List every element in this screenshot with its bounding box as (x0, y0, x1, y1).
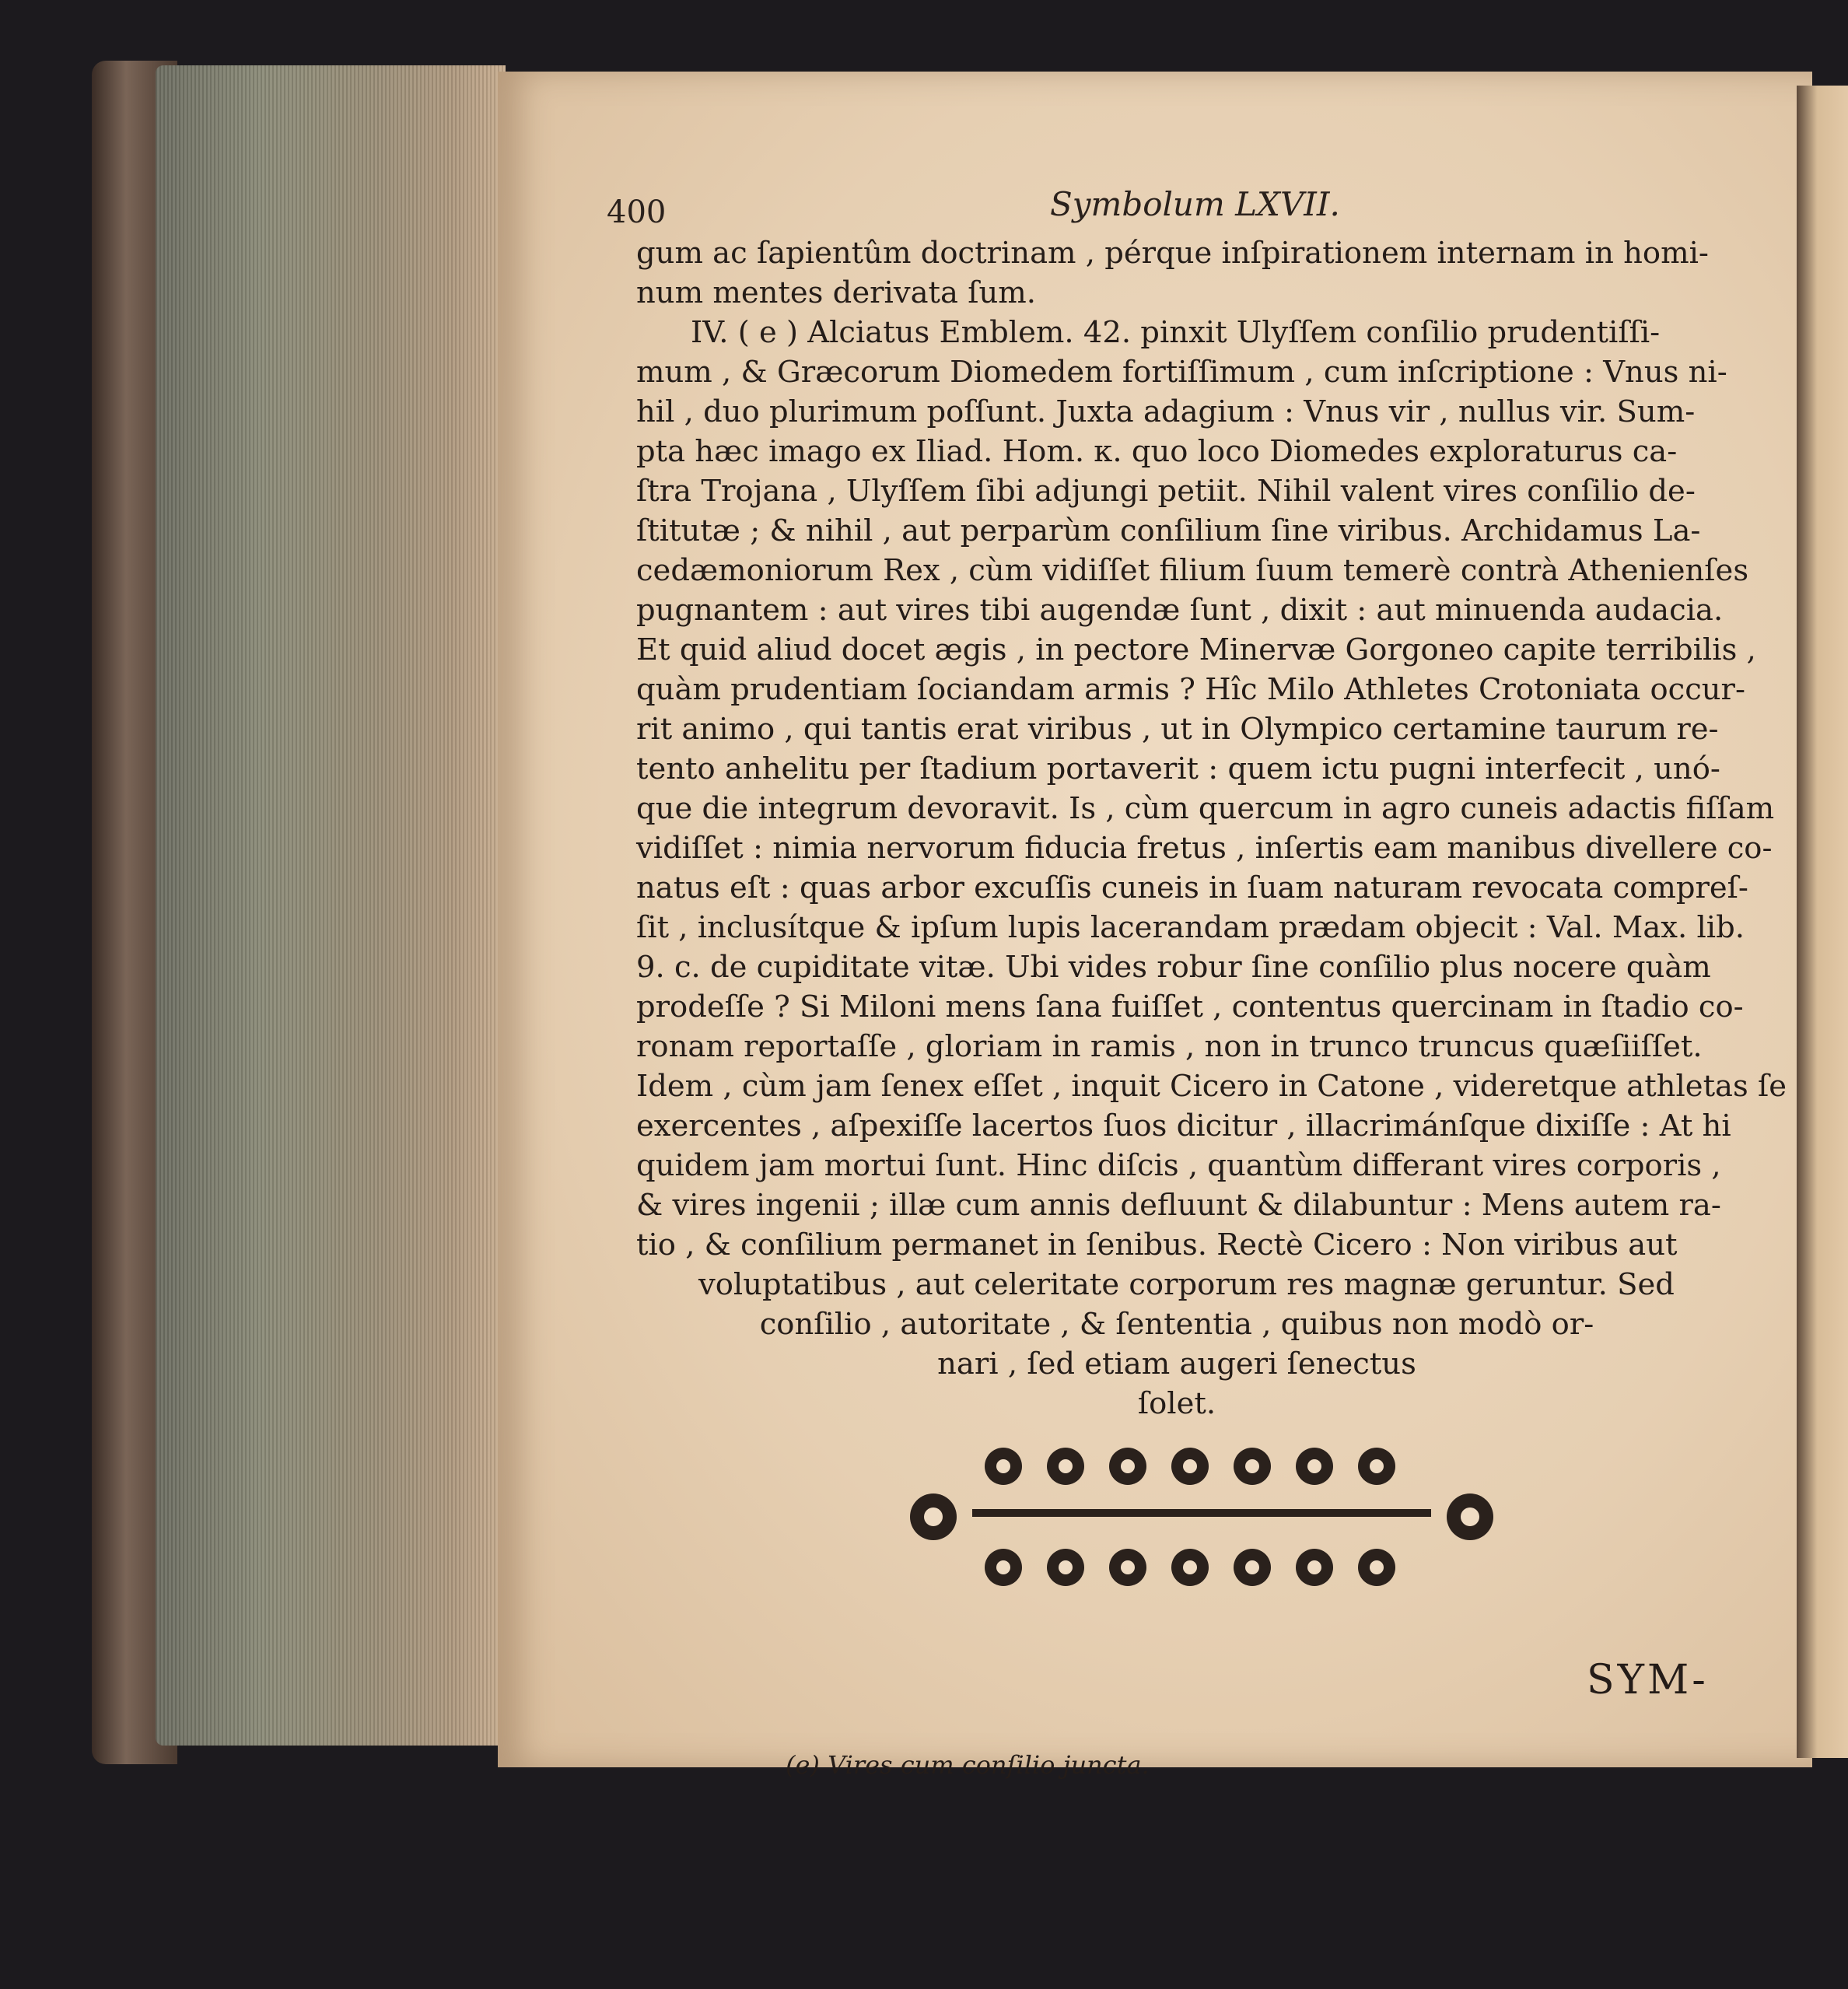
text-line: voluptatibus , aut celeritate corporum res magnæ geruntur. Sed (698, 1267, 1675, 1302)
text-line: ſolet. (1137, 1386, 1216, 1421)
page-edges (156, 65, 506, 1746)
text-line: ſtra Trojana , Ulyſſem ſibi adjungi petiit. Nihil valent vires conſilio de- (636, 474, 1696, 509)
text-line: Idem , cùm jam ſenex eſſet , inquit Cicero in Catone , videretque athletas ſe (636, 1069, 1787, 1104)
text-line: pta hæc imago ex Iliad. Hom. κ. quo loco Diomedes exploraturus ca- (636, 434, 1678, 469)
text-line: gum ac ſapientûm doctrinam , pérque inſpirationem internam in homi- (636, 236, 1709, 271)
text-line: cedæmoniorum Rex , cùm vidiſſet filium ſuum temerè contrà Athenienſes (636, 553, 1749, 588)
text-line: hil , duo plurimum poſſunt. Juxta adagium : Vnus vir , nullus vir. Sum- (636, 394, 1696, 429)
text-line: vidiſſet : nimia nervorum fiducia fretus , inſertis eam manibus divellere co- (636, 831, 1773, 866)
text-line: tio , & conſilium permanet in ſenibus. Rectè Cicero : Non viribus aut (636, 1227, 1678, 1262)
running-head: Symbolum LXVII. (1050, 185, 1340, 223)
text-line: mum , & Græcorum Diomedem fortiſſimum , cum inſcriptione : Vnus ni- (636, 355, 1727, 390)
footnote: (e) Vires cum conſilio juncta. (786, 1750, 1150, 1780)
text-line: tento anhelitu per ſtadium portaverit : quem ictu pugni interfecit , unó- (636, 751, 1720, 786)
text-line: rit animo , qui tantis erat viribus , ut in Olympico certamine taurum re- (636, 712, 1719, 747)
catchword: SYM- (1587, 1657, 1709, 1704)
text-line: quidem jam mortui ſunt. Hinc diſcis , quantùm differant vires corporis , (636, 1148, 1721, 1183)
text-line: num mentes derivata ſum. (636, 275, 1036, 310)
text-line: IV. ( e ) Alciatus Emblem. 42. pinxit Ulyſſem conſilio prudentiſſi- (691, 315, 1661, 350)
text-line: ſit , inclusítque & ipſum lupis lacerandam prædam objecit : Val. Max. lib. (636, 910, 1745, 945)
text-line: ſtitutæ ; & nihil , aut perparùm conſilium ſine viribus. Archidamus La- (636, 513, 1701, 548)
text-line: 9. c. de cupiditate vitæ. Ubi vides robur ſine conſilio plus nocere quàm (636, 950, 1711, 985)
text-line: que die integrum devoravit. Is , cùm quercum in agro cuneis adactis fiſſam (636, 791, 1775, 826)
floral-ornament (902, 1439, 1501, 1602)
text-line: quàm prudentiam ſociandam armis ? Hîc Milo Athletes Crotoniata occur- (636, 672, 1745, 707)
text-line: conſilio , autoritate , & ſententia , quibus non modò or- (759, 1307, 1594, 1342)
text-line: & vires ingenii ; illæ cum annis defluunt & dilabuntur : Mens autem ra- (636, 1188, 1721, 1223)
text-line: ronam reportaſſe , gloriam in ramis , non in trunco truncus quæſiiſſet. (636, 1029, 1703, 1064)
text-line: pugnantem : aut vires tibi augendæ ſunt , dixit : aut minuenda audacia. (636, 593, 1724, 628)
text-line: prodeſſe ? Si Miloni mens ſana fuiſſet , contentus quercinam in ſtadio co- (636, 989, 1744, 1024)
text-line: natus eſt : quas arbor excuſſis cuneis in ſuam naturam revocata compreſ- (636, 870, 1748, 905)
text-line: nari , ſed etiam augeri ſenectus (937, 1346, 1416, 1381)
text-line: Et quid aliud docet ægis , in pectore Minervæ Gorgoneo capite terribilis , (636, 632, 1756, 667)
body-text (636, 233, 1787, 1423)
text-line: exercentes , aſpexiſſe lacertos ſuos dicitur , illacrimánſque dixiſſe : At hi (636, 1108, 1731, 1143)
facing-page-edge (1797, 86, 1848, 1758)
page-number: 400 (607, 194, 667, 230)
